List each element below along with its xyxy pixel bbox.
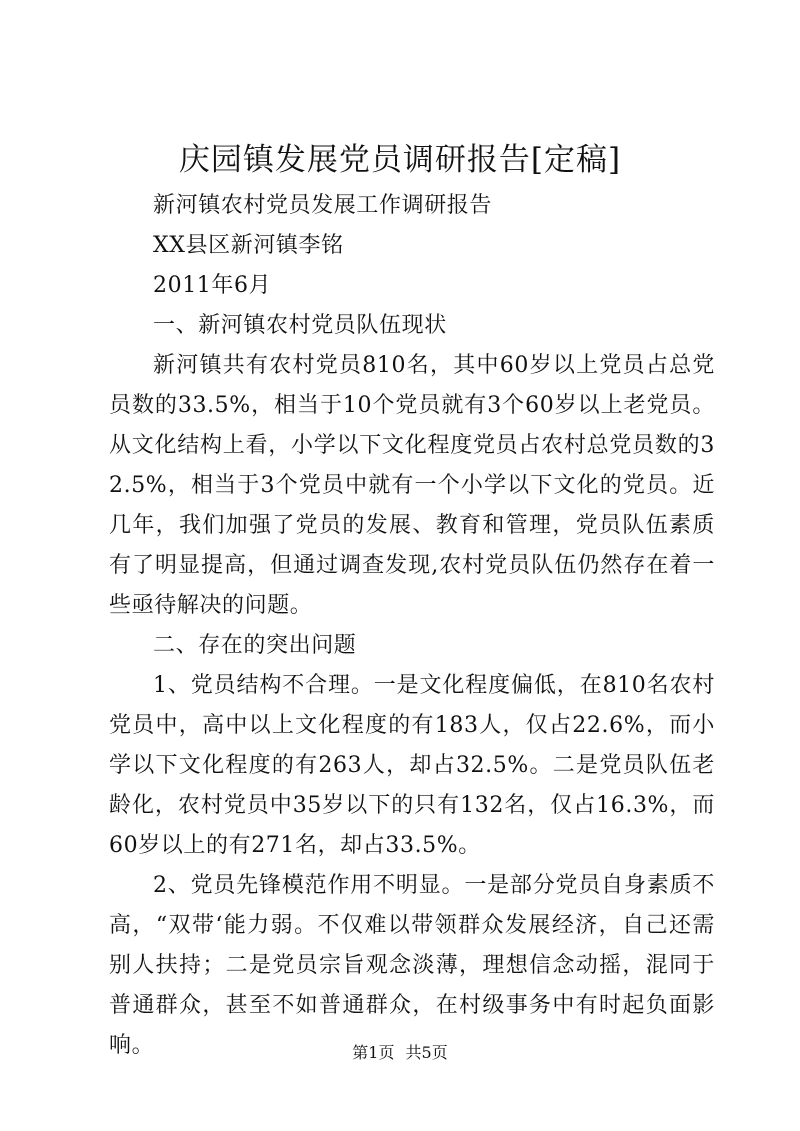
page-total: 共5页 xyxy=(405,1043,448,1062)
page-number: 第1页 xyxy=(352,1043,395,1062)
page-footer xyxy=(0,1041,800,1065)
body-paragraph-2: 1、党员结构不合理。一是文化程度偏低，在810名农村党员中，高中以上文化程度的有183人，仅占22.6%，而小学以下文化程度的有263人，却占32.5%。二是党员队伍老龄化，农村党员中35岁以下的只有132名，仅占16.3%，而60岁以上的有271名，却占33.5%。 xyxy=(109,673,715,858)
section-heading-1: 一、新河镇农村党员队伍现状 xyxy=(153,313,447,338)
body-paragraph-1: 新河镇共有农村党员810名，其中60岁以上党员占总党员数的33.5%，相当于10个党员就有3个60岁以上老党员。从文化结构上看，小学以下文化程度党员占农村总党员数的32.5%，相当于3个党员中就有一个小学以下文化的党员。近几年，我们加强了党员的发展、教育和管理，党员队伍素质有了明显提高，但通过调查发现,农村党员队伍仍然存在着一些亟待解决的问题。 xyxy=(109,353,715,618)
document-body xyxy=(109,186,715,1066)
report-subtitle: 新河镇农村党员发展工作调研报告 xyxy=(153,193,493,218)
document-title: 庆园镇发展党员调研报告[定稿] xyxy=(178,142,622,178)
body-paragraph-3: 2、党员先锋模范作用不明显。一是部分党员自身素质不高，“双带‘能力弱。不仅难以带领群众发展经济，自己还需别人扶持；二是党员宗旨观念淡薄，理想信念动摇，混同于普通群众，甚至不如普通群众，在村级事务中有时起负面影响。 xyxy=(109,873,715,1058)
author-line: XX县区新河镇李铭 xyxy=(153,233,344,258)
section-heading-2: 二、存在的突出问题 xyxy=(153,633,357,658)
date-line: 2011年6月 xyxy=(153,273,272,298)
